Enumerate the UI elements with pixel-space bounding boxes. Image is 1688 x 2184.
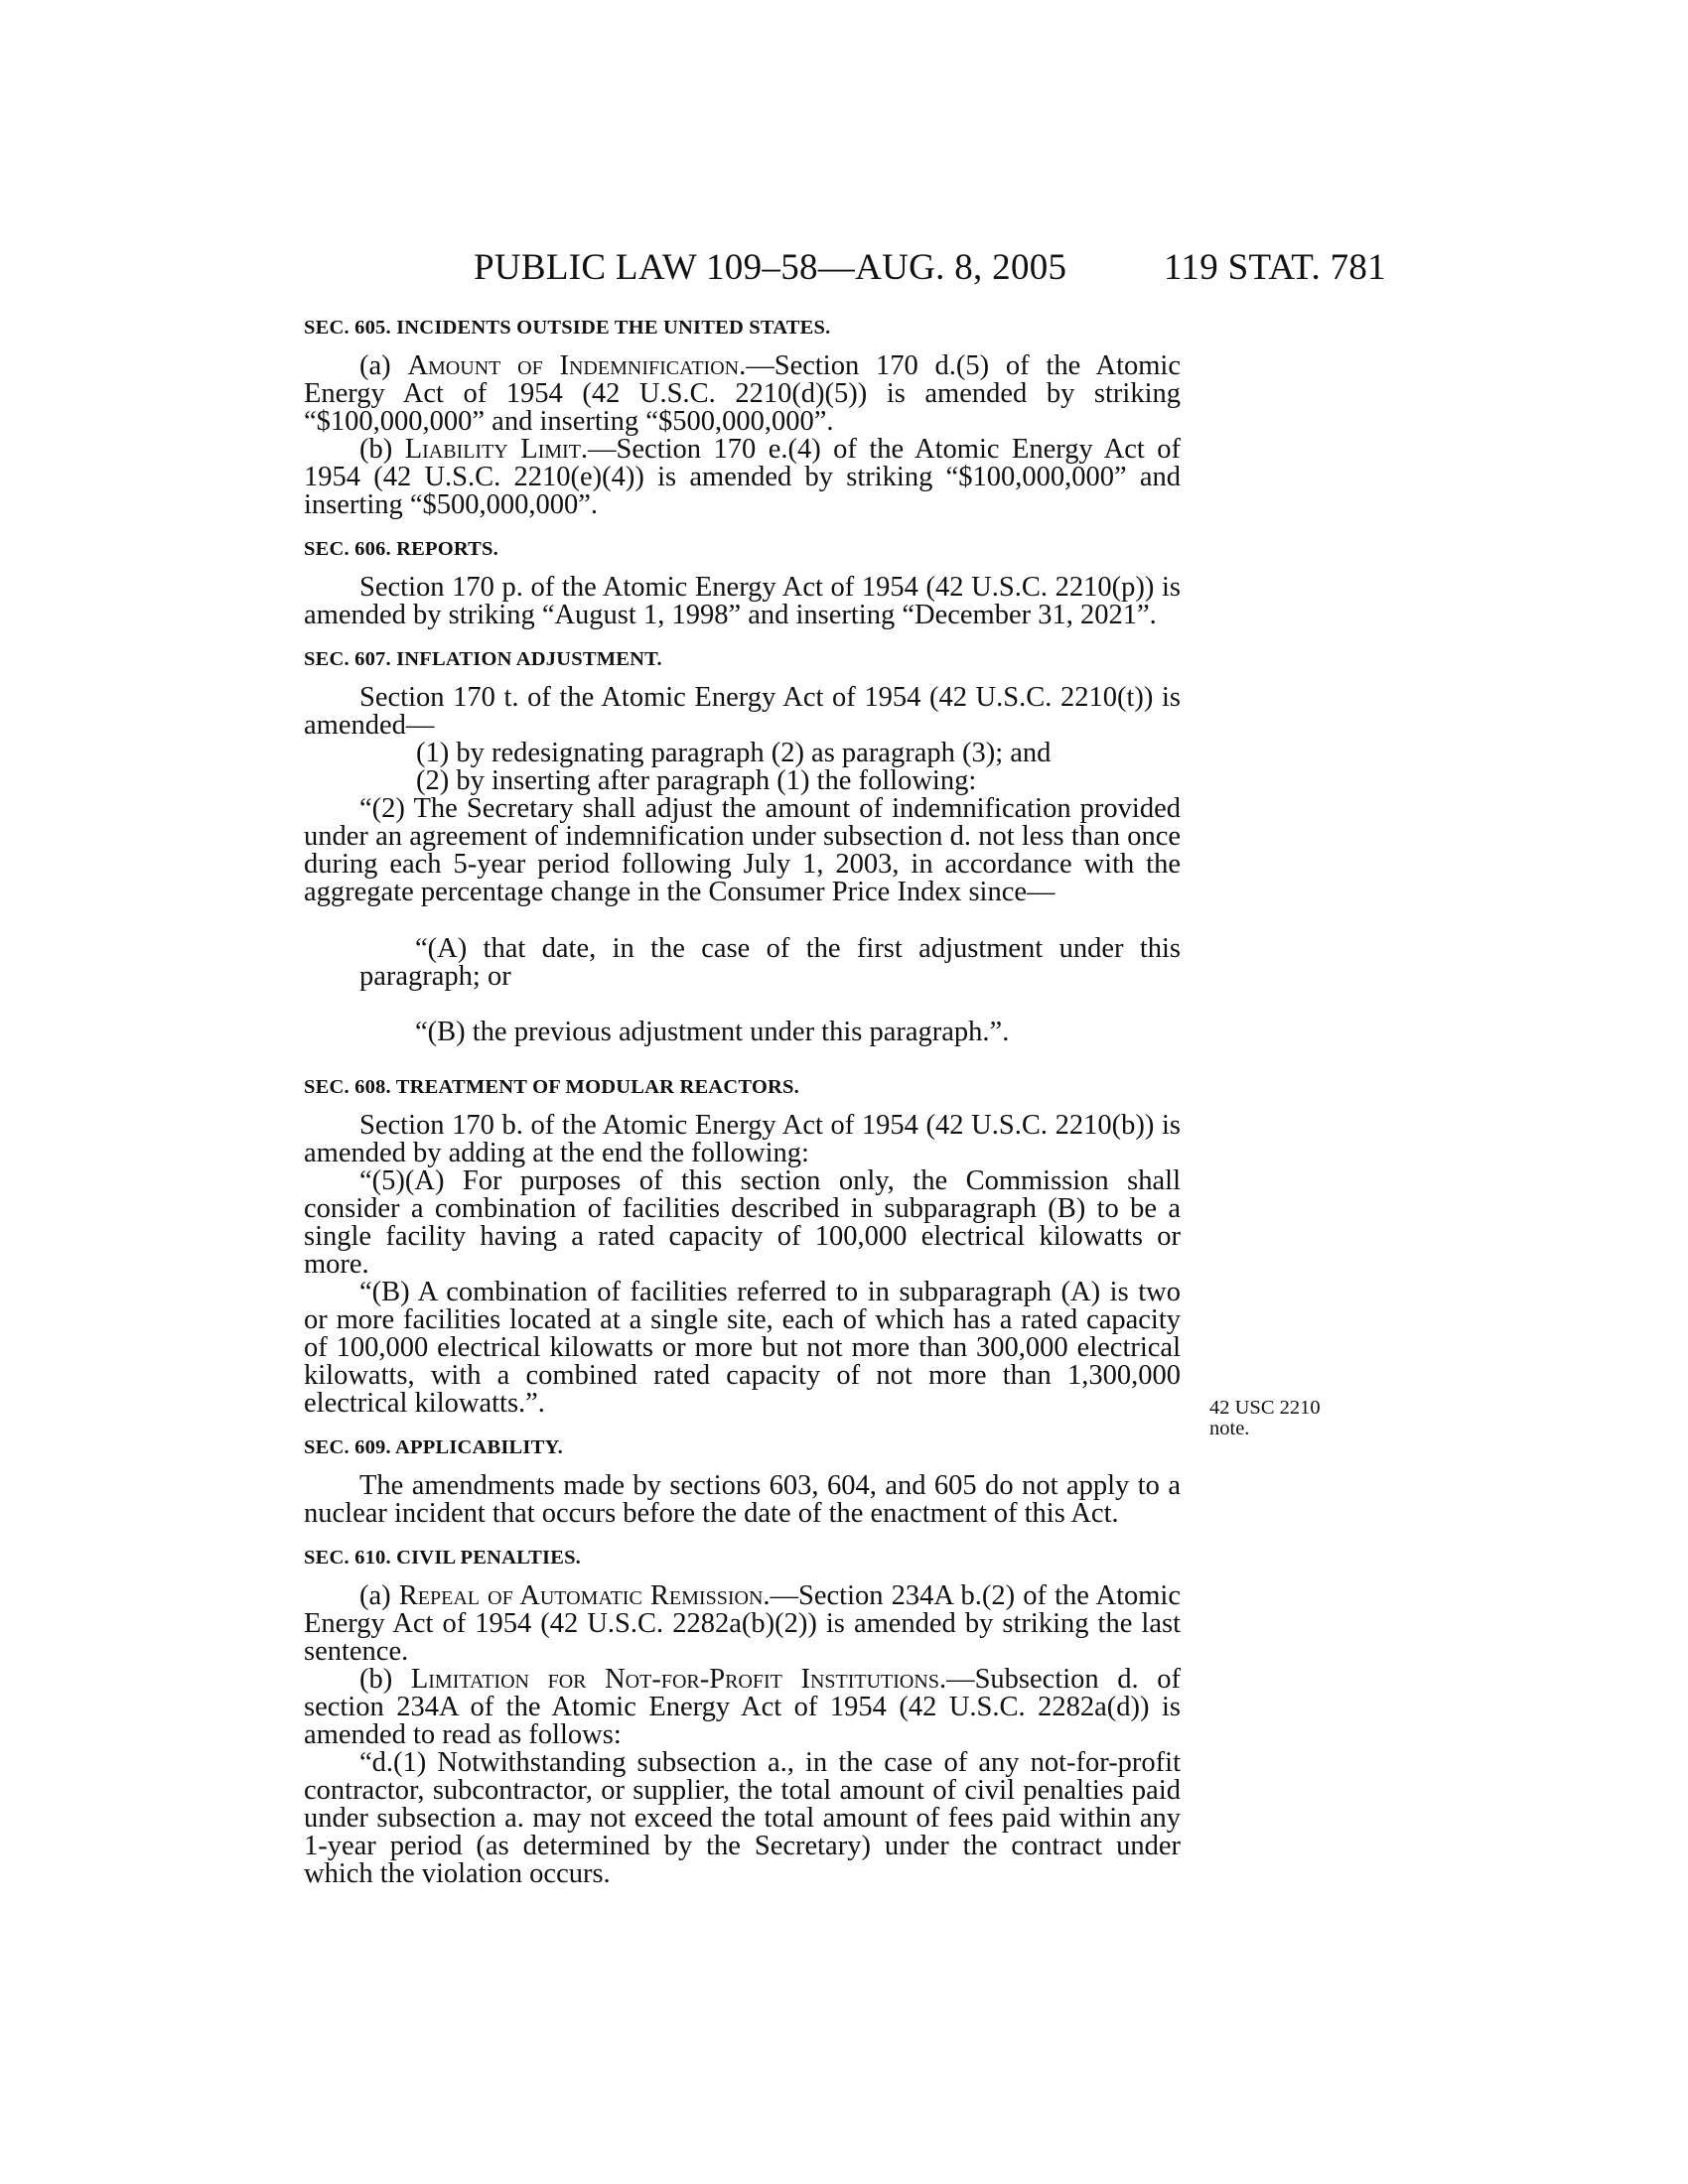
document-body [304, 298, 1181, 1888]
margin-note-label: note. [1209, 1418, 1250, 1439]
section-607-sub-a: “(A) that date, in the case of the first adjustment under this paragraph; or [359, 932, 1181, 992]
section-605-b-text: .—Section 170 e.(4) of the Atomic Energy Act of 1954 (42 U.S.C. 2210(e)(4)) is amended by striking “$100,000,000” and inserting “$500,000,000”. [304, 434, 1181, 520]
section-610-a-label: (a) [359, 1579, 399, 1611]
section-607-sub-b: “(B) the previous adjustment under this paragraph.”. [415, 1017, 1010, 1047]
section-605-a-label: (a) [359, 350, 408, 381]
section-610-a-caption: Repeal of Automatic Remission [398, 1579, 764, 1611]
section-610-quote: “d.(1) Notwithstanding subsection a., in the case of any not-for-profit contractor, subcontractor, or supplier, the total amount of civil penalties paid under subsection a. may not exceed the total amount of fees paid within any 1-year period (as determined by the Secretary) under the contract under which the violation occurs. [304, 1746, 1181, 1889]
section-605-b [304, 436, 1181, 519]
section-608-heading: SEC. 608. TREATMENT OF MODULAR REACTORS. [304, 1075, 799, 1098]
section-605-a-caption: Amount of Indemnification [407, 350, 740, 381]
section-610-a [304, 1579, 1181, 1667]
section-610-a-text: .—Section 234A b.(2) of the Atomic Energy Act of 1954 (42 U.S.C. 2282a(b)(2)) is amended by striking the last sentence. [304, 1579, 1181, 1667]
header-title: PUBLIC LAW 109–58—AUG. 8, 2005 [474, 247, 1067, 288]
section-607-heading: SEC. 607. INFLATION ADJUSTMENT. [304, 648, 662, 670]
section-610-b [304, 1663, 1181, 1750]
section-608-para-5a: “(5)(A) For purposes of this section only, the Commission shall consider a combination of facilities described in subparagraph (B) to be a single facility having a rated capacity of 100,000 electrical kilowatts or more. [304, 1164, 1181, 1280]
section-607-item-1: (1) by redesignating paragraph (2) as paragraph (3); and [416, 738, 1052, 768]
section-610-b-label: (b) [359, 1663, 411, 1695]
section-605-a [304, 352, 1181, 436]
section-605-b-label: (b) [359, 434, 405, 465]
margin-note [1209, 1398, 1321, 1439]
section-605-heading: SEC. 605. INCIDENTS OUTSIDE THE UNITED STATES. [304, 317, 831, 339]
section-606-text: Section 170 p. of the Atomic Energy Act of 1954 (42 U.S.C. 2210(p)) is amended by striking “August 1, 1998” and inserting “December 31, 2021”. [304, 572, 1181, 630]
section-607-quote: “(2) The Secretary shall adjust the amount of indemnification provided under an agreement of indemnification under subsection d. not less than once during each 5-year period following July 1, 2003, in accordance with the aggregate percentage change in the Consumer Price Index since— [304, 793, 1181, 907]
section-609-text: The amendments made by sections 603, 604, and 605 do not apply to a nuclear incident that occurs before the date of the enactment of this Act. [304, 1469, 1181, 1529]
section-608-intro: Section 170 b. of the Atomic Energy Act of 1954 (42 U.S.C. 2210(b)) is amended by adding at the end the following: [304, 1109, 1181, 1168]
section-609-heading: SEC. 609. APPLICABILITY. [304, 1435, 563, 1458]
section-610-b-text: .—Subsection d. of section 234A of the Atomic Energy Act of 1954 (42 U.S.C. 2282a(d)) is amended to read as follows: [304, 1663, 1181, 1750]
section-608-para-b: “(B) A combination of facilities referred to in subparagraph (A) is two or more facilities located at a single site, each of which has a rated capacity of 100,000 electrical kilowatts or more but not more than 300,000 electrical kilowatts, with a combined rated capacity of not more than 1,300,000 electrical kilowatts.”. [304, 1276, 1181, 1419]
margin-note-citation: 42 USC 2210 [1209, 1397, 1321, 1419]
header-stat-citation: 119 STAT. 781 [1164, 247, 1386, 288]
section-610-heading: SEC. 610. CIVIL PENALTIES. [304, 1546, 582, 1569]
section-606-heading: SEC. 606. REPORTS. [304, 538, 498, 560]
section-610-b-caption: Limitation for Not-for-Profit Institutions [410, 1663, 939, 1695]
section-605-b-caption: Liability Limit [404, 434, 581, 465]
section-607-item-2: (2) by inserting after paragraph (1) the following: [416, 765, 977, 796]
section-605-a-text: .—Section 170 d.(5) of the Atomic Energy Act of 1954 (42 U.S.C. 2210(d)(5)) is amended by striking “$100,000,000” and inserting “$500,000,000”. [304, 350, 1181, 437]
section-607-intro: Section 170 t. of the Atomic Energy Act of 1954 (42 U.S.C. 2210(t)) is amended— [304, 682, 1181, 741]
